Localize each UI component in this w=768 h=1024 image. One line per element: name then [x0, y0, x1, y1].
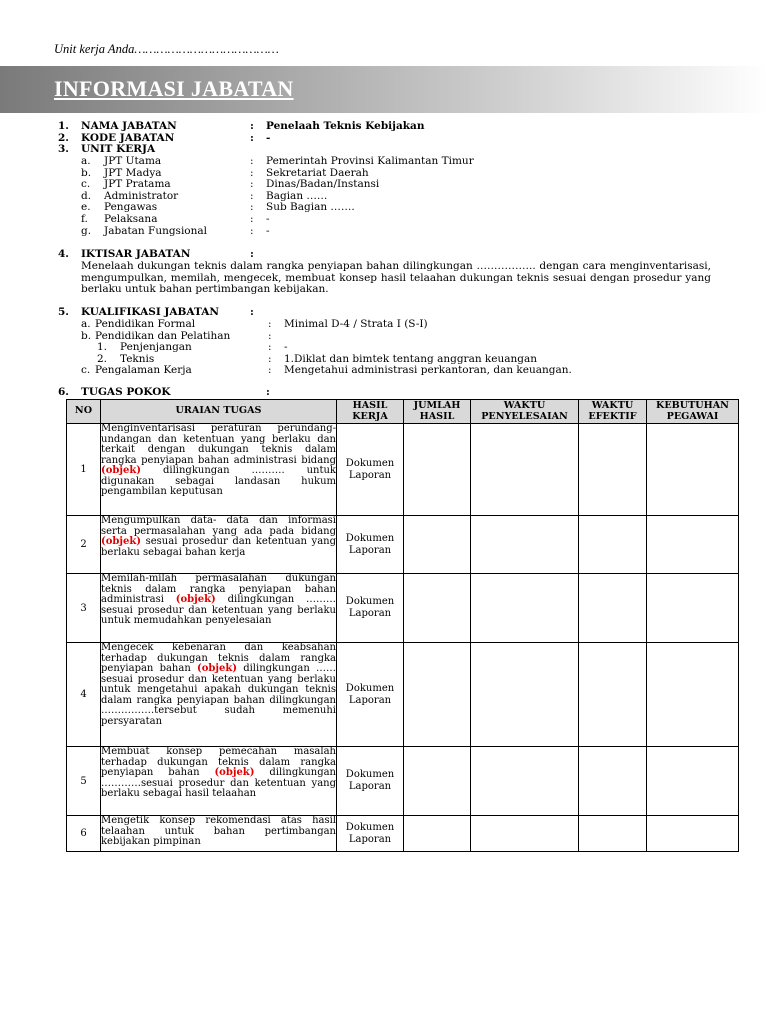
- objek-placeholder: (objek): [196, 663, 238, 674]
- row-colon: :: [250, 212, 254, 225]
- uraian-text: Mengumpulkan data- data dan informasi serta permasalahan yang ada pada bidang: [101, 515, 336, 537]
- uraian-text: Menginventarisasi peraturan perundang- undangan dan ketentuan yang berlaku dan terkait dengan dukungan teknis dalam rangka penyiapan bahan administrasi bidang: [101, 423, 336, 466]
- unit-kerja-row: [81, 202, 741, 214]
- row-letter: b.: [81, 166, 92, 179]
- row-colon: :: [250, 201, 254, 214]
- kebutuhan-pegawai-cell: [647, 816, 739, 852]
- identity-section: [58, 121, 738, 156]
- waktu-efektif-cell: [579, 424, 647, 516]
- title-banner: [0, 66, 768, 113]
- iktisar-text: Menelaah dukungan teknis dalam rangka penyiapan bahan dilingkungan …………….. dengan cara menginventarisasi, mengumpulkan, memilah, mengecek, membuat konsep hasil telaahan dukungan teknis sesuai dengan prosedur yang berlaku untuk bahan pertimbangan kebijakan.: [81, 260, 711, 296]
- waktu-penyelesaian-cell: [471, 643, 579, 747]
- row-letter: d.: [81, 189, 92, 202]
- item-label: TUGAS POKOK: [81, 386, 171, 398]
- uraian-tugas: [101, 424, 337, 516]
- uraian-text-tail: dilingkungan ……… sesuai prosedur dan ketentuan yang berlaku untuk memudahkan penyelesaian: [101, 594, 336, 626]
- row-label: Pengawas: [104, 201, 158, 214]
- col-header-hasil: HASIL KERJA: [337, 400, 404, 424]
- uraian-text: Mengecek kebenaran dan keabsahan terhadap dukungan teknis dalam rangka penyiapan bahan: [101, 642, 336, 674]
- objek-placeholder: (objek): [101, 465, 142, 476]
- col-header-uraian: URAIAN TUGAS: [101, 400, 337, 424]
- col-header-waktu-penyelesaian: WAKTU PENYELESAIAN: [471, 400, 579, 424]
- row-letter: e.: [81, 201, 91, 214]
- row-letter: g.: [81, 224, 92, 237]
- unit-kerja-row: [81, 226, 741, 238]
- item-number: 6.: [58, 386, 69, 398]
- waktu-penyelesaian-cell: [471, 516, 579, 574]
- waktu-penyelesaian-cell: [471, 424, 579, 516]
- hasil-line-2: Laporan: [348, 694, 392, 706]
- uraian-tugas: [101, 816, 337, 852]
- col-header-jumlah: JUMLAH HASIL: [404, 400, 471, 424]
- hasil-kerja: [337, 643, 404, 747]
- kebutuhan-pegawai-cell: [647, 643, 739, 747]
- row-colon: :: [250, 178, 254, 191]
- waktu-efektif-cell: [579, 747, 647, 816]
- row-number: 1: [67, 424, 101, 516]
- unit-kerja-row: [81, 156, 741, 168]
- row-value: Dinas/Badan/Instansi: [266, 178, 380, 191]
- row-number: 6: [67, 816, 101, 852]
- jumlah-hasil-cell: [404, 643, 471, 747]
- row-letter: a.: [81, 318, 91, 330]
- item-colon: :: [250, 248, 254, 260]
- row-colon: :: [268, 329, 272, 342]
- hasil-kerja: [337, 424, 404, 516]
- row-colon: :: [268, 318, 272, 330]
- row-number: 2.: [97, 352, 108, 365]
- uraian-tugas: [101, 516, 337, 574]
- row-colon: :: [250, 189, 254, 202]
- item-label: IKTISAR JABATAN: [81, 248, 191, 260]
- uraian-tugas: [101, 747, 337, 816]
- tugas-pokok-heading: [58, 387, 738, 399]
- row-number: 5: [67, 747, 101, 816]
- row-value: -: [266, 224, 270, 237]
- item-value: Penelaah Teknis Kebijakan: [266, 120, 425, 132]
- waktu-efektif-cell: [579, 516, 647, 574]
- item-kode-jabatan: [58, 133, 738, 145]
- iktisar-heading: [58, 249, 738, 261]
- col-header-waktu-efektif: WAKTU EFEKTIF: [579, 400, 647, 424]
- row-colon: :: [268, 364, 272, 377]
- row-label: Pengalaman Kerja: [95, 364, 192, 377]
- waktu-penyelesaian-cell: [471, 574, 579, 643]
- uraian-text: Membuat konsep pemecahan masalah terhadap dukungan teknis dalam rangka penyiapan bahan: [101, 746, 336, 778]
- table-row: [67, 747, 739, 816]
- item-value: -: [266, 131, 271, 144]
- kebutuhan-pegawai-cell: [647, 424, 739, 516]
- page-title: INFORMASI JABATAN: [54, 76, 294, 101]
- row-label: Pendidikan Formal: [95, 318, 196, 330]
- col-header-kebutuhan: KEBUTUHAN PEGAWAI: [647, 400, 739, 424]
- kebutuhan-pegawai-cell: [647, 747, 739, 816]
- row-number: 1.: [97, 341, 108, 354]
- table-header-row: [67, 400, 739, 424]
- uraian-text: Memilah-milah permasalahan dukungan teknis dalam rangka penyiapan bahan administrasi: [101, 573, 336, 605]
- hasil-line-1: Dokumen: [345, 532, 395, 544]
- item-label: KUALIFIKASI JABATAN: [81, 306, 219, 318]
- hasil-kerja: [337, 816, 404, 852]
- uraian-tugas: [101, 643, 337, 747]
- row-letter: c.: [81, 364, 91, 377]
- table-row: [67, 516, 739, 574]
- unit-kerja-row: [81, 168, 741, 180]
- item-colon: :: [250, 131, 254, 144]
- uraian-text-tail: sesuai prosedur dan ketentuan yang berlaku sebagai bahan kerja: [101, 536, 336, 558]
- waktu-penyelesaian-cell: [471, 747, 579, 816]
- hasil-line-2: Laporan: [348, 608, 392, 619]
- jumlah-hasil-cell: [404, 574, 471, 643]
- row-value: -: [266, 212, 270, 225]
- row-letter: c.: [81, 178, 91, 191]
- item-colon: :: [250, 120, 254, 132]
- jumlah-hasil-cell: [404, 516, 471, 574]
- row-value: Sub Bagian …….: [266, 201, 355, 214]
- kualifikasi-row: [81, 319, 741, 331]
- item-colon: :: [250, 306, 254, 318]
- row-value: Minimal D-4 / Strata I (S-I): [284, 318, 428, 330]
- objek-placeholder: (objek): [101, 536, 142, 547]
- kebutuhan-pegawai-cell: [647, 516, 739, 574]
- uraian-text-tail: dilingkungan …… sesuai prosedur dan ketentuan yang berlaku untuk mengetahui apakah dukungan teknis dalam rangka penyiapan bahan dilingkungan …………….tersebut sudah memenuhi persyaratan: [101, 663, 336, 727]
- waktu-efektif-cell: [579, 574, 647, 643]
- unit-kerja-row: [81, 191, 741, 203]
- row-value: Mengetahui administrasi perkantoran, dan keuangan.: [284, 364, 572, 377]
- hasil-kerja: [337, 747, 404, 816]
- hasil-line-2: Laporan: [348, 781, 392, 792]
- hasil-line-1: Dokumen: [345, 769, 395, 781]
- jumlah-hasil-cell: [404, 816, 471, 852]
- row-label: Jabatan Fungsional: [104, 224, 208, 237]
- hasil-kerja: [337, 574, 404, 643]
- row-number: 2: [67, 516, 101, 574]
- row-label: Administrator: [104, 189, 179, 202]
- row-colon: :: [250, 224, 254, 237]
- hasil-line-1: Dokumen: [345, 457, 395, 469]
- uraian-text: Mengetik konsep rekomendasi atas hasil telaahan untuk bahan pertimbangan kebijakan pimpinan: [101, 815, 336, 847]
- row-label: Pelaksana: [104, 212, 158, 225]
- hasil-line-1: Dokumen: [345, 821, 395, 833]
- unit-kerja-line: Unit kerja Anda…………………………………: [54, 42, 279, 56]
- item-number: 1.: [58, 120, 69, 132]
- hasil-line-2: Laporan: [348, 833, 392, 845]
- row-label: Teknis: [120, 352, 155, 365]
- col-header-no: NO: [67, 400, 101, 424]
- tugas-pokok-table: [66, 399, 739, 852]
- item-number: 5.: [58, 306, 69, 318]
- row-value: 1.Diklat dan bimtek tentang anggran keuangan: [284, 352, 538, 365]
- table-row: [67, 643, 739, 747]
- row-letter: b.: [81, 329, 92, 342]
- row-letter: f.: [81, 212, 88, 225]
- hasil-kerja: [337, 516, 404, 574]
- row-value: Bagian ……: [266, 189, 328, 202]
- hasil-line-2: Laporan: [348, 469, 392, 481]
- waktu-efektif-cell: [579, 643, 647, 747]
- waktu-efektif-cell: [579, 816, 647, 852]
- row-label: Penjenjangan: [120, 341, 192, 354]
- row-value: -: [284, 341, 288, 354]
- item-number: 2.: [58, 131, 69, 144]
- row-label: JPT Madya: [104, 166, 162, 179]
- row-number: 3: [67, 574, 101, 643]
- item-number: 4.: [58, 248, 69, 260]
- hasil-line-1: Dokumen: [345, 682, 395, 694]
- row-colon: :: [250, 166, 254, 179]
- uraian-text-tail: dilingkungan ………. untuk digunakan sebagai landasan hukum pengambilan keputusan: [101, 465, 336, 497]
- row-number: 4: [67, 643, 101, 747]
- jumlah-hasil-cell: [404, 424, 471, 516]
- uraian-text-tail: dilingkungan …………sesuai prosedur dan ketentuan yang berlaku sebagai hasil telaahan: [101, 767, 336, 799]
- hasil-line-1: Dokumen: [345, 596, 395, 608]
- row-colon: :: [250, 155, 254, 167]
- row-letter: a.: [81, 155, 91, 167]
- row-value: Pemerintah Provinsi Kalimantan Timur: [266, 155, 474, 167]
- unit-kerja-row: [81, 214, 741, 226]
- objek-placeholder: (objek): [214, 767, 255, 778]
- table-row: [67, 424, 739, 516]
- item-nama-jabatan: [58, 121, 738, 133]
- unit-kerja-row: [81, 179, 741, 191]
- kebutuhan-pegawai-cell: [647, 574, 739, 643]
- unit-kerja-list: [81, 156, 741, 237]
- row-label: Pendidikan dan Pelatihan: [95, 329, 231, 342]
- item-number: 3.: [58, 143, 69, 156]
- item-colon: :: [266, 386, 270, 398]
- table-row: [67, 574, 739, 643]
- row-colon: :: [268, 352, 272, 365]
- jumlah-hasil-cell: [404, 747, 471, 816]
- item-label: KODE JABATAN: [81, 131, 175, 144]
- objek-placeholder: (objek): [175, 594, 216, 605]
- kualifikasi-list: [81, 319, 741, 377]
- item-label: UNIT KERJA: [81, 143, 156, 156]
- row-value: Sekretariat Daerah: [266, 166, 369, 179]
- kualifikasi-heading: [58, 307, 738, 319]
- hasil-line-2: Laporan: [348, 544, 392, 556]
- waktu-penyelesaian-cell: [471, 816, 579, 852]
- table-row: [67, 816, 739, 852]
- row-label: JPT Utama: [104, 155, 162, 167]
- row-label: JPT Pratama: [104, 178, 171, 191]
- kualifikasi-row: [81, 365, 741, 377]
- item-label: NAMA JABATAN: [81, 120, 177, 132]
- uraian-tugas: [101, 574, 337, 643]
- row-colon: :: [268, 341, 272, 354]
